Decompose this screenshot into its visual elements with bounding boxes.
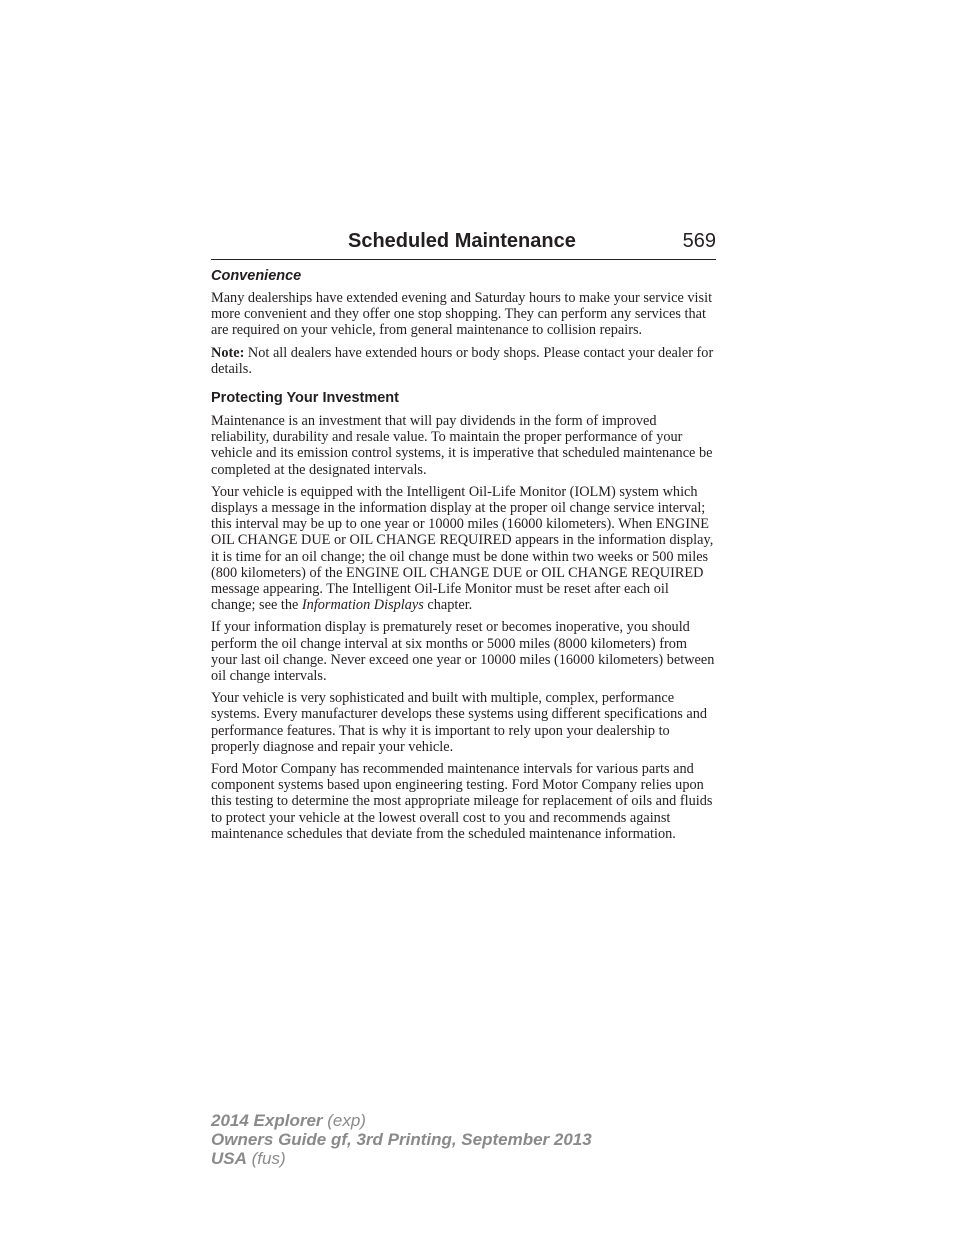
heading-protecting-investment: Protecting Your Investment xyxy=(211,390,399,407)
paragraph-iolm-text: Your vehicle is equipped with the Intelligent Oil-Life Monitor (IOLM) system which displays a message in the information display at the proper oil change service interval; this interval may be up to one year or 10000 miles (16000 kilometers). When ENGINE OIL CHANGE DUE or OIL CHANGE REQUIRED appears in the information display, it is time for an oil change; the oil change must be done within two weeks or 500 miles (800 kilometers) of the ENGINE OIL CHANGE DUE or OIL CHANGE REQUIRED message appearing. The Intelligent Oil-Life Monitor must be reset after each oil change; see the xyxy=(211,483,714,614)
page-header xyxy=(211,229,716,260)
paragraph-iolm xyxy=(211,484,716,614)
chapter-title: Scheduled Maintenance xyxy=(348,230,576,252)
footer-line-2 xyxy=(211,1130,592,1149)
footer-market: USA xyxy=(211,1149,247,1168)
note-label: Note: xyxy=(211,344,245,361)
page-number: 569 xyxy=(682,230,716,252)
paragraph-investment-5: Ford Motor Company has recommended maintenance intervals for various parts and component systems based upon engineering testing. Ford Motor Company relies upon this testing to determine the most appropriate mileage for replacement of oils and fluids to protect your vehicle at the lowest overall cost to you and recommends against maintenance schedules that deviate from the scheduled maintenance information. xyxy=(211,761,713,842)
note-paragraph xyxy=(211,345,716,377)
paragraph-investment-3: If your information display is prematurely reset or becomes inoperative, you should perform the oil change interval at six months or 5000 miles (8000 kilometers) from your last oil change. Never exceed one year or 10000 miles (16000 kilometers) between oil change intervals. xyxy=(211,619,715,685)
footer-line-3 xyxy=(211,1149,592,1168)
footer-line-1 xyxy=(211,1111,592,1130)
note-text: Not all dealers have extended hours or body shops. Please contact your dealer for details. xyxy=(211,344,714,377)
heading-convenience: Convenience xyxy=(211,268,302,284)
paragraph-investment-4: Your vehicle is very sophisticated and built with multiple, complex, performance systems. Every manufacturer develops these systems using different specifications and performance features. That is why it is important to rely upon your dealership to properly diagnose and repair your vehicle. xyxy=(211,690,708,755)
paragraph-investment-1: Maintenance is an investment that will pay dividends in the form of improved reliability, durability and resale value. To maintain the proper performance of your vehicle and its emission control systems, it is imperative that scheduled maintenance be completed at the designated intervals. xyxy=(211,413,713,478)
footer-edition: Owners Guide gf, 3rd Printing, September 2013 xyxy=(211,1130,592,1149)
cross-reference-information-displays: Information Displays xyxy=(301,597,424,614)
page-content xyxy=(211,266,716,848)
footer-market-code: (fus) xyxy=(246,1149,286,1168)
paragraph-iolm-end: chapter. xyxy=(423,597,473,614)
footer-model-code: (exp) xyxy=(322,1111,366,1130)
page-footer xyxy=(211,1111,592,1168)
footer-model: 2014 Explorer xyxy=(211,1111,323,1130)
paragraph-convenience: Many dealerships have extended evening and Saturday hours to make your service visit more convenient and they offer one stop shopping. They can perform any services that are required on your vehicle, from general maintenance to collision repairs. xyxy=(211,290,713,339)
